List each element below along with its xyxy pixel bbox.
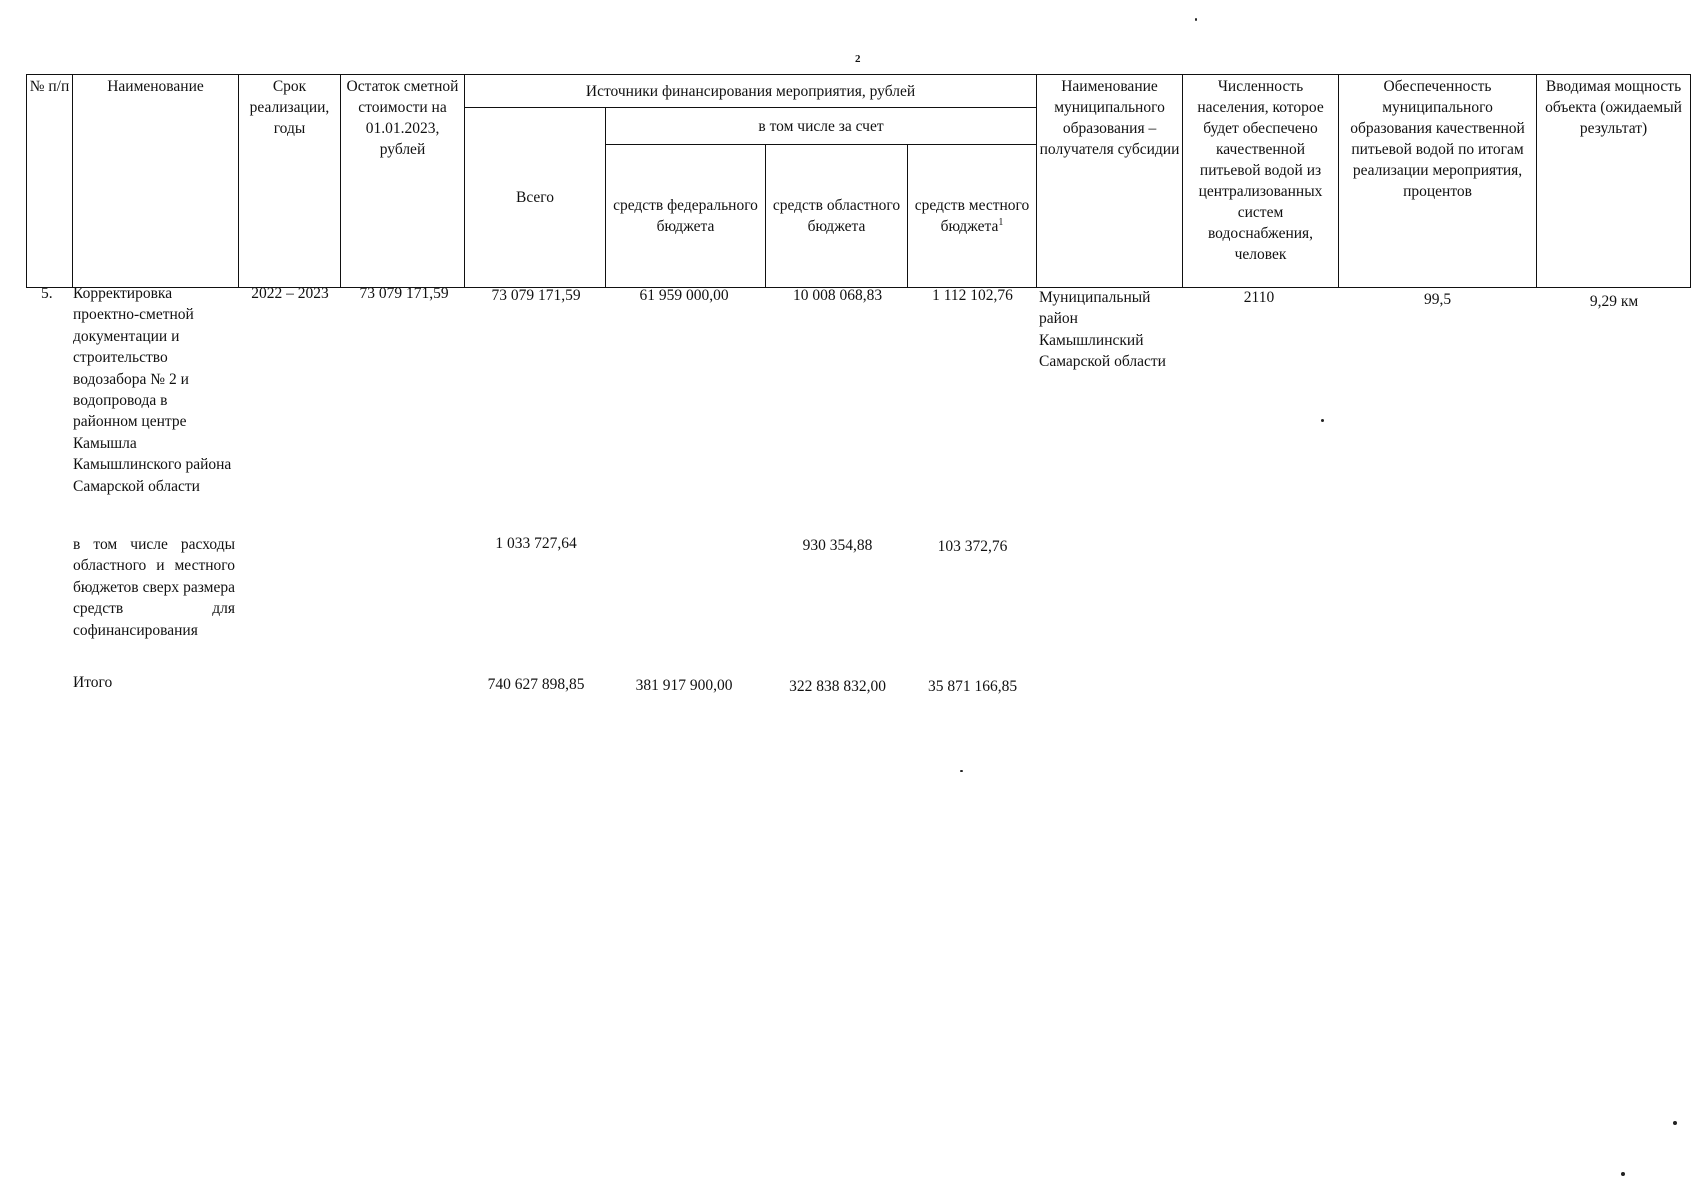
header-remaining: Остаток сметной стоимости на 01.01.2023, рублей bbox=[341, 75, 465, 288]
row-regional: 10 008 068,83 bbox=[792, 287, 883, 304]
header-local-text: средств местного бюджета bbox=[914, 197, 1030, 235]
header-name: Наименование bbox=[73, 75, 239, 288]
header-including: в том числе за счет bbox=[606, 108, 1037, 145]
scan-speck bbox=[1321, 419, 1324, 422]
row-municipality: Муниципальный район Камышлинский Самарской области bbox=[1039, 289, 1166, 371]
row-total: 73 079 171,59 bbox=[491, 287, 581, 304]
total-row-local: 35 871 166,85 bbox=[927, 678, 1018, 695]
row-remaining: 73 079 171,59 bbox=[359, 285, 449, 302]
row-provision: 99,5 bbox=[1423, 291, 1452, 308]
header-total: Всего bbox=[465, 108, 606, 288]
row-capacity: 9,29 км bbox=[1589, 293, 1639, 310]
scan-speck bbox=[1195, 18, 1197, 21]
extra-row-total: 1 033 727,64 bbox=[495, 535, 577, 552]
total-row-total: 740 627 898,85 bbox=[487, 676, 585, 693]
header-regional: средств областного бюджета bbox=[766, 145, 908, 288]
row-local: 1 112 102,76 bbox=[932, 287, 1013, 304]
table-header bbox=[26, 74, 1691, 288]
footnote-marker: 1 bbox=[998, 216, 1004, 228]
total-row-regional: 322 838 832,00 bbox=[789, 678, 886, 695]
scan-speck bbox=[1621, 1172, 1625, 1176]
row-term: 2022 – 2023 bbox=[251, 285, 329, 302]
extra-row-local: 103 372,76 bbox=[937, 538, 1008, 555]
row-population: 2110 bbox=[1243, 289, 1275, 306]
header-num: № п/п bbox=[27, 75, 73, 288]
row-name: Корректировка проектно-сметной документации и строительство водозабора № 2 и водопровода в районном центре Камышла Камышлинского района Самарской области bbox=[73, 285, 232, 495]
header-capacity: Вводимая мощность объекта (ожидаемый результат) bbox=[1537, 75, 1691, 288]
scan-speck bbox=[960, 770, 963, 772]
header-provision: Обеспеченность муниципального образования качественной питьевой водой по итогам реализации мероприятия, процентов bbox=[1339, 75, 1537, 288]
header-municipality: Наименование муниципального образования – получателя субсидии bbox=[1037, 75, 1183, 288]
header-local bbox=[908, 145, 1037, 288]
row-number: 5. bbox=[41, 285, 53, 302]
header-federal: средств федерального бюджета bbox=[606, 145, 766, 288]
extra-row-name: в том числе расходы областного и местного бюджетов сверх размера средств для софинансирования bbox=[73, 536, 235, 639]
total-row-federal: 381 917 900,00 bbox=[635, 677, 733, 694]
header-term: Срок реализации, годы bbox=[239, 75, 341, 288]
header-sources: Источники финансирования мероприятия, рублей bbox=[465, 75, 1037, 108]
total-row-label: Итого bbox=[73, 674, 113, 691]
extra-row-regional: 930 354,88 bbox=[802, 537, 873, 554]
scan-speck bbox=[1673, 1121, 1677, 1125]
row-federal: 61 959 000,00 bbox=[639, 287, 729, 304]
page-number: 2 bbox=[855, 53, 861, 65]
header-population: Численность населения, которое будет обеспечено качественной питьевой водой из централизованных систем водоснабжения, человек bbox=[1183, 75, 1339, 288]
